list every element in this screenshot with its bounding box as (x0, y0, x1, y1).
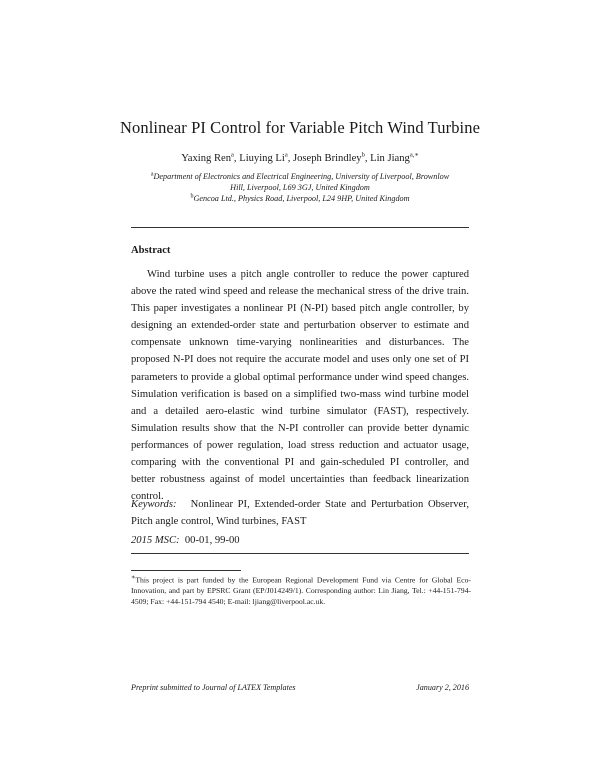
author-list (0, 153, 600, 164)
msc-label: 2015 MSC: (131, 535, 180, 546)
preprint-date: January 2, 2016 (416, 683, 469, 692)
footnote-rule (131, 570, 241, 571)
keywords-text: Nonlinear PI, Extended-order State and Perturbation Observer, Pitch angle control, Wind turbines, FAST (131, 499, 469, 528)
paper-title: Nonlinear PI Control for Variable Pitch Wind Turbine (119, 118, 481, 137)
abstract-bottom-rule (131, 553, 469, 554)
author-3: Lin Jiang$^{a,∗}$ (370, 151, 419, 164)
affiliation-a-cont: Hill, Liverpool, L69 3GJ, United Kingdom (230, 183, 370, 192)
abstract-heading: Abstract (131, 245, 171, 256)
keywords-label: Keywords: (131, 499, 177, 510)
msc-codes (131, 532, 469, 549)
abstract-body: Wind turbine uses a pitch angle controller to reduce the power captured above the rated wind speed and release the mechanical stress of the drive train. This paper investigates a nonlinear PI (N-PI) based pitch angle controller, by designing an extended-order state and perturbation observer to estimate and compensate unknown time-varying nonlinearities and disturbances. The proposed N-PI does not require the accurate model and uses only one set of PI parameters to provide a global optimal performance under wind speed changes. Simulation verification is based on a simplified two-mass wind turbine model and a detailed aero-elastic wind turbine simulator (FAST), respectively. Simulation results show that the N-PI controller can provide better dynamic performances of power regulation, load stress reduction and actuator usage, comparing with the conventional PI and gain-scheduled PI controller, and better robustness against of model uncertainties than feedback linearization control. (131, 269, 469, 503)
preprint-notice: Preprint submitted to Journal of LATEX Templates (131, 683, 296, 692)
author-1: Liuying Li$^a$, (239, 151, 294, 164)
keywords (131, 496, 469, 530)
author-0: Yaxing Ren$^a$, (181, 151, 240, 164)
footnote: ∗This project is part funded by the European Regional Development Fund via Centre for Global Eco-Innovation, and part by EPSRC Grant (EP/J014249/1). Corresponding author: Lin Jiang, Tel.: +44-151-794-4509; Fax: +44-151-794 4540; E-mail: ljiang@liverpool.ac.uk. (131, 574, 471, 606)
abstract-top-rule (131, 227, 469, 228)
affiliation-b: $^b$Gencoa Ltd., Physics Road, Liverpool, L24 9HP, United Kingdom (190, 193, 410, 203)
msc-text: 00-01, 99-00 (184, 535, 240, 546)
author-2: Joseph Brindley$^b$, (293, 151, 371, 164)
affiliation-a: $^a$Department of Electronics and Electrical Engineering, University of Liverpool, Brownlow (150, 171, 450, 181)
affiliations (0, 171, 600, 204)
